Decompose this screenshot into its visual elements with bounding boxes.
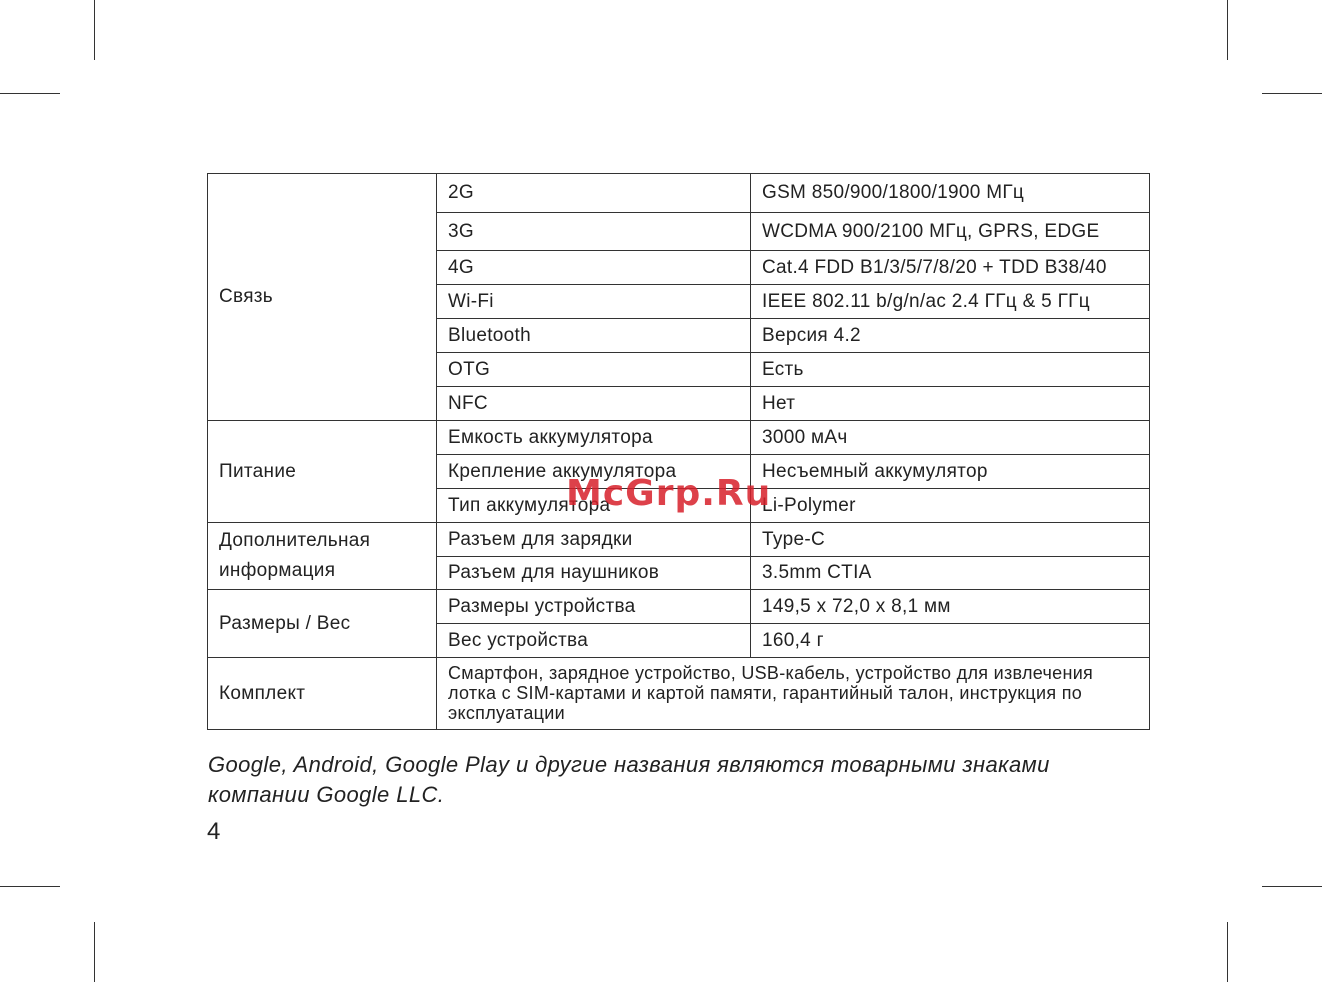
table-row <box>208 174 1150 213</box>
value-cell: 160,4 г <box>751 624 1150 658</box>
trademark-note: Google, Android, Google Play и другие названия являются товарными знаками компании Google LLC. <box>208 752 1050 807</box>
table-row <box>208 590 1150 624</box>
value-cell: GSM 850/900/1800/1900 МГц <box>751 174 1150 213</box>
param-cell: 3G <box>437 213 751 251</box>
value-cell: Li-Polymer <box>751 489 1150 523</box>
param-cell: Wi-Fi <box>437 285 751 319</box>
value-cell: Type-C <box>751 523 1150 557</box>
param-cell: Емкость аккумулятора <box>437 421 751 455</box>
crop-mark <box>1262 886 1322 887</box>
crop-mark <box>0 886 60 887</box>
param-cell: Bluetooth <box>437 319 751 353</box>
value-cell: 3.5mm CTIA <box>751 557 1150 590</box>
value-cell: Версия 4.2 <box>751 319 1150 353</box>
param-cell: Крепление аккумулятора <box>437 455 751 489</box>
param-cell: NFC <box>437 387 751 421</box>
group-package-contents: Комплект <box>208 658 437 730</box>
table-row <box>208 523 1150 557</box>
value-cell: Нет <box>751 387 1150 421</box>
param-cell: 4G <box>437 251 751 285</box>
param-cell: Вес устройства <box>437 624 751 658</box>
param-cell: Тип аккумулятора <box>437 489 751 523</box>
value-cell: Есть <box>751 353 1150 387</box>
group-connectivity: Связь <box>208 174 437 421</box>
crop-mark <box>1262 93 1322 94</box>
param-cell: OTG <box>437 353 751 387</box>
value-cell: 3000 мАч <box>751 421 1150 455</box>
crop-mark <box>94 922 95 982</box>
param-cell: 2G <box>437 174 751 213</box>
table-row <box>208 658 1150 730</box>
table-row <box>208 421 1150 455</box>
group-dimensions-weight: Размеры / Вес <box>208 590 437 658</box>
value-cell: Cat.4 FDD B1/3/5/7/8/20 + TDD B38/40 <box>751 251 1150 285</box>
page-number: 4 <box>207 818 221 845</box>
crop-mark <box>1227 922 1228 982</box>
param-cell: Размеры устройства <box>437 590 751 624</box>
package-contents-text: Смартфон, зарядное устройство, USB-кабель, устройство для извлечения лотка с SIM-картами и картой памяти, гарантийный талон, инструкция по эксплуатации <box>437 658 1150 730</box>
watermark: McGrp.Ru <box>566 473 772 514</box>
value-cell: IEEE 802.11 b/g/n/ac 2.4 ГГц & 5 ГГц <box>751 285 1150 319</box>
crop-mark <box>0 93 60 94</box>
value-cell: Несъемный аккумулятор <box>751 455 1150 489</box>
group-power: Питание <box>208 421 437 523</box>
crop-mark <box>94 0 95 60</box>
param-cell: Разъем для наушников <box>437 557 751 590</box>
crop-mark <box>1227 0 1228 60</box>
value-cell: 149,5 х 72,0 х 8,1 мм <box>751 590 1150 624</box>
spec-table <box>207 173 1150 730</box>
param-cell: Разъем для зарядки <box>437 523 751 557</box>
group-title-line: информация <box>219 560 336 581</box>
group-additional-info <box>208 523 437 590</box>
value-cell: WCDMA 900/2100 МГц, GPRS, EDGE <box>751 213 1150 251</box>
group-title-line: Дополнительная <box>219 530 371 551</box>
